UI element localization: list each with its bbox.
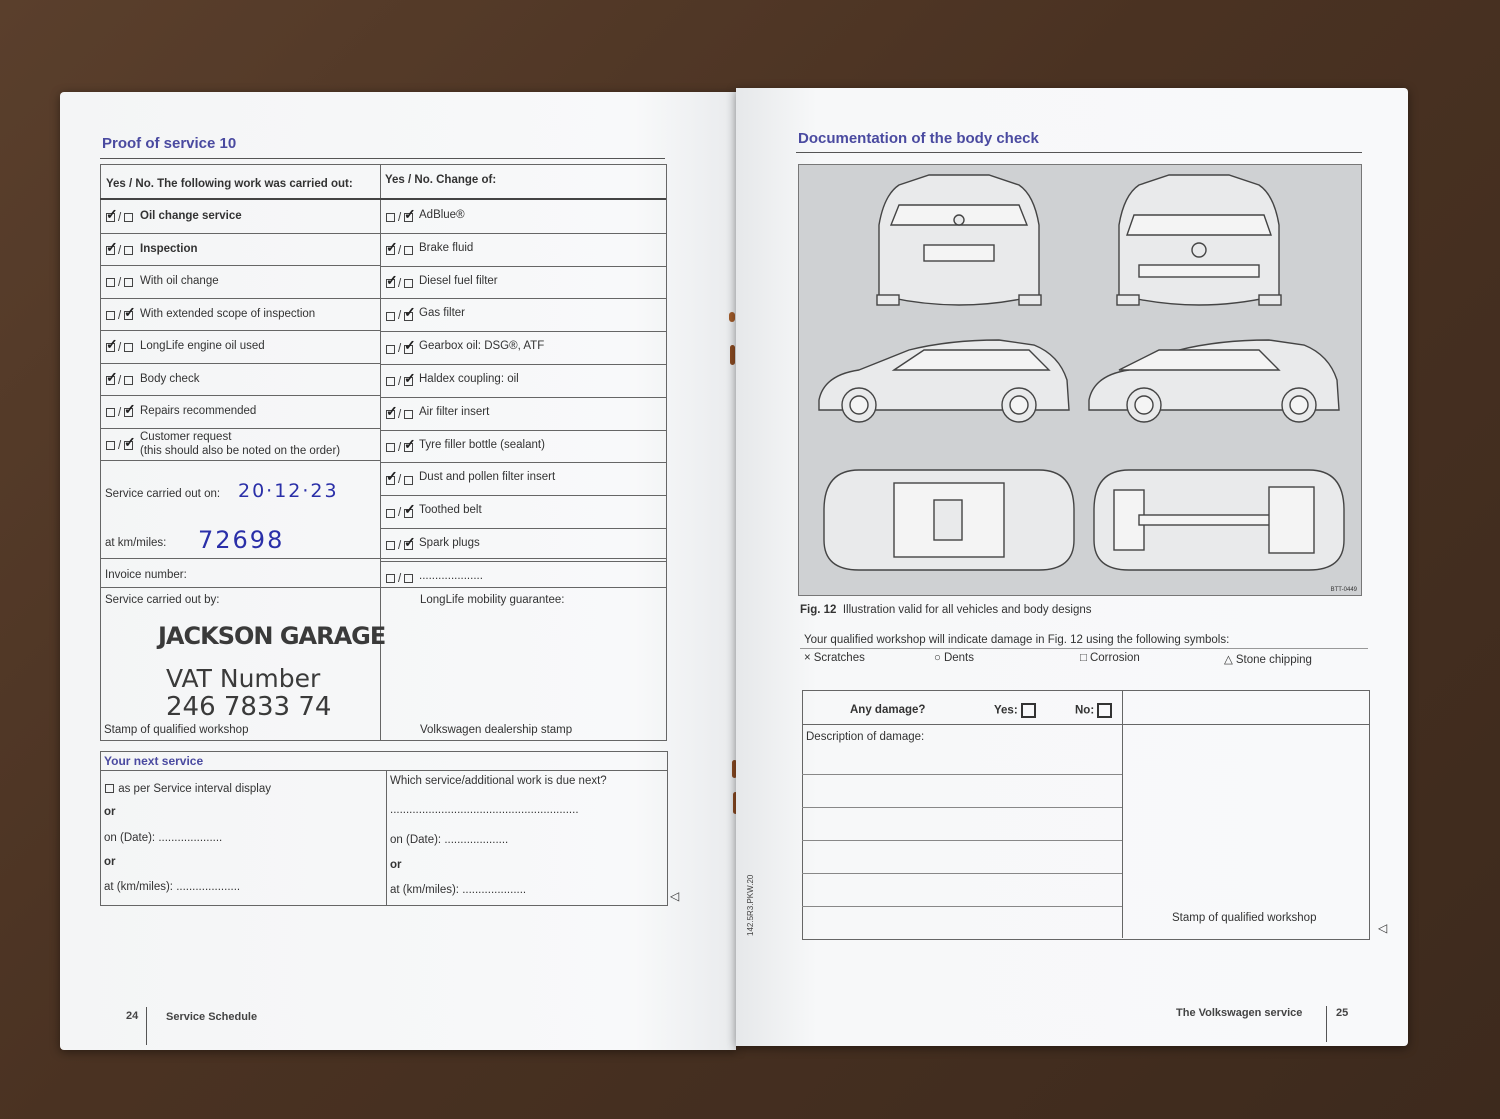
change-item-label: Spark plugs xyxy=(419,537,480,549)
work-item-label: Body check xyxy=(140,372,200,385)
mobility-label: LongLife mobility guarantee: xyxy=(420,594,565,606)
no-checkbox[interactable] xyxy=(404,279,413,288)
work-item-label: With oil change xyxy=(140,275,219,287)
row-line xyxy=(100,460,381,461)
row-line xyxy=(381,462,666,463)
work-item-label: Repairs recommended xyxy=(140,405,257,417)
row-line xyxy=(100,587,666,588)
yes-no-separator: / xyxy=(398,507,402,520)
change-item-label: Diesel fuel filter xyxy=(419,274,498,287)
damage-divider xyxy=(1122,690,1123,938)
description-line xyxy=(802,873,1122,874)
symbol-label: Dents xyxy=(943,652,974,664)
yes-no-separator: / xyxy=(398,212,402,224)
yes-checkbox[interactable] xyxy=(386,443,395,452)
handwritten-check-icon: ✓ xyxy=(404,370,416,386)
right-page xyxy=(736,88,1408,1046)
stamp-garage-name: JACKSON GARAGE xyxy=(158,622,386,650)
yes-checkbox[interactable] xyxy=(106,311,115,320)
description-line xyxy=(802,774,1122,775)
yes-no-separator: / xyxy=(398,474,402,487)
no-checkbox[interactable] xyxy=(404,246,413,255)
car-illustration xyxy=(798,164,1362,596)
change-item-label: Gas filter xyxy=(419,307,466,320)
no-checkbox[interactable] xyxy=(1097,703,1112,718)
description-line xyxy=(802,840,1122,841)
footer-divider xyxy=(1326,1006,1327,1042)
next-right-1: on (Date): .................... xyxy=(390,834,509,846)
change-item-label: Dust and pollen filter insert xyxy=(419,471,556,484)
change-item-label: AdBlue® xyxy=(419,209,465,221)
yes-no-separator: / xyxy=(398,540,402,552)
handwritten-check-icon: ✓ xyxy=(404,435,416,452)
symbol-item xyxy=(804,652,865,664)
table-divider xyxy=(380,164,381,740)
row-line xyxy=(100,428,381,429)
handwritten-check-icon: ✓ xyxy=(404,206,416,222)
yes-checkbox[interactable] xyxy=(386,213,395,222)
yes-checkbox[interactable] xyxy=(386,574,395,583)
car-outlines-icon xyxy=(799,165,1361,595)
no-checkbox[interactable] xyxy=(124,376,133,385)
fig-caption: Illustration valid for all vehicles and body designs xyxy=(842,604,1092,616)
yes-no-separator: / xyxy=(398,244,402,257)
handwritten-check-icon: ✓ xyxy=(124,401,136,417)
km-value: 72698 xyxy=(198,526,285,554)
yes-no-separator: / xyxy=(398,376,402,388)
header-change-of: Yes / No. Change of: xyxy=(385,174,497,186)
yes-checkbox[interactable] xyxy=(106,408,115,417)
page-number: 24 xyxy=(126,1010,139,1022)
yes-no-separator: / xyxy=(118,309,122,322)
symbol-label: Stone chipping xyxy=(1235,654,1312,666)
damage-header-rule xyxy=(802,724,1369,725)
yes-no-separator: / xyxy=(118,407,122,419)
stamp-vat-number: 246 7833 74 xyxy=(166,692,332,722)
page-number: 25 xyxy=(1336,1007,1349,1019)
checkbox-icon[interactable] xyxy=(105,784,114,793)
damage-table xyxy=(802,690,1370,940)
yes-checkbox[interactable] xyxy=(386,312,395,321)
change-item-label: .................... xyxy=(419,569,483,582)
change-item-label: Gearbox oil: DSG®, ATF xyxy=(419,340,545,353)
handwritten-check-icon: ✓ xyxy=(404,534,416,550)
header-rule xyxy=(100,198,666,200)
left-page xyxy=(60,92,736,1050)
handwritten-check-icon: ✓ xyxy=(124,303,136,320)
handwritten-check-icon: ✓ xyxy=(404,337,416,354)
handwritten-check-icon: ✓ xyxy=(106,336,118,352)
yes-no-separator: / xyxy=(118,277,122,289)
km-label: at km/miles: xyxy=(105,537,167,549)
no-checkbox[interactable] xyxy=(124,343,133,352)
row-line xyxy=(381,397,666,398)
no-checkbox[interactable] xyxy=(124,213,133,222)
continue-arrow-icon: ◁ xyxy=(670,889,680,903)
next-right-0: ........................................................... xyxy=(390,804,579,816)
description-line xyxy=(802,807,1122,808)
next-left-1: or xyxy=(104,806,116,818)
yes-no-separator: / xyxy=(398,310,402,323)
staple-hole xyxy=(729,312,735,322)
invoice-label: Invoice number: xyxy=(105,569,187,581)
next-left-3: or xyxy=(104,856,116,868)
yes-no-separator: / xyxy=(398,441,402,454)
yes-no-separator: / xyxy=(398,572,402,585)
footer-label: The Volkswagen service xyxy=(1176,1007,1303,1019)
stamp-caption: Stamp of qualified workshop xyxy=(1172,912,1317,924)
work-item-label: Customer request xyxy=(140,430,232,443)
row-line xyxy=(381,364,666,365)
service-date-value: 20·12·23 xyxy=(238,480,339,502)
next-service-rule xyxy=(100,770,667,771)
work-item-label: Inspection xyxy=(140,242,198,255)
change-item-label: Toothed belt xyxy=(419,504,482,517)
change-item-label: Brake fluid xyxy=(419,241,474,254)
carried-by-label: Service carried out by: xyxy=(105,594,220,606)
row-line xyxy=(100,395,381,396)
no-checkbox[interactable] xyxy=(404,574,413,583)
staple-hole xyxy=(730,345,735,365)
yes-checkbox[interactable] xyxy=(106,441,115,450)
yes-checkbox[interactable] xyxy=(1021,703,1036,718)
next-left-2: on (Date): .................... xyxy=(104,832,223,844)
scratches-icon: × xyxy=(804,652,811,664)
corrosion-icon: □ xyxy=(1080,652,1087,664)
yes-checkbox[interactable] xyxy=(386,509,395,518)
row-line xyxy=(100,265,381,266)
symbol-item xyxy=(1224,652,1312,666)
change-item-label: Tyre filler bottle (sealant) xyxy=(419,438,545,451)
next-service-title: Your next service xyxy=(104,754,204,768)
yes-no-separator: / xyxy=(398,408,402,421)
yes-no-boxes xyxy=(105,277,134,289)
no-checkbox[interactable] xyxy=(404,410,413,419)
symbols-rule xyxy=(800,648,1368,649)
row-line xyxy=(381,331,666,332)
header-work-done: Yes / No. The following work was carried out: xyxy=(106,178,353,190)
symbol-item xyxy=(1080,652,1140,664)
title-rule xyxy=(100,158,665,159)
image-code: BTT-0449 xyxy=(1330,587,1357,593)
next-left-4: at (km/miles): .................... xyxy=(104,881,241,893)
damage-question: Any damage? xyxy=(850,704,926,716)
yes-no-separator: / xyxy=(118,212,122,224)
yes-label: Yes: xyxy=(994,704,1018,717)
next-service-divider xyxy=(386,770,387,905)
handwritten-check-icon: ✓ xyxy=(124,433,136,450)
indicate-text: Your qualified workshop will indicate damage in Fig. 12 using the following symbols: xyxy=(804,634,1230,646)
no-label: No: xyxy=(1075,704,1095,717)
symbol-item xyxy=(934,652,974,664)
dents-icon: ○ xyxy=(934,652,941,664)
work-item-label: Oil change service xyxy=(140,210,242,222)
handwritten-check-icon: ✓ xyxy=(106,206,118,222)
row-line xyxy=(381,561,666,562)
row-line xyxy=(381,266,666,267)
yes-no-separator: / xyxy=(118,244,122,257)
row-line xyxy=(100,363,381,364)
handwritten-check-icon: ✓ xyxy=(386,238,398,255)
handwritten-check-icon: ✓ xyxy=(386,468,398,485)
row-line xyxy=(381,233,666,234)
yes-no-separator: / xyxy=(118,342,122,354)
description-label: Description of damage: xyxy=(806,731,925,743)
yes-no-separator: / xyxy=(118,374,122,387)
yes-no-separator: / xyxy=(398,277,402,290)
handwritten-check-icon: ✓ xyxy=(386,402,398,419)
stamp-caption: Stamp of qualified workshop xyxy=(104,724,249,736)
change-item-label: Air filter insert xyxy=(419,405,490,418)
row-line xyxy=(100,558,666,559)
symbol-label: Scratches xyxy=(813,652,865,664)
work-item-label: LongLife engine oil used xyxy=(140,340,265,352)
description-line xyxy=(802,906,1122,907)
yes-no-separator: / xyxy=(118,439,122,452)
no-checkbox[interactable] xyxy=(404,476,413,485)
yes-no-boxes xyxy=(385,573,414,585)
fig-label: Fig. 12 xyxy=(800,604,837,616)
change-item-label: Haldex coupling: oil xyxy=(419,373,519,385)
stamp-vat-label: VAT Number xyxy=(166,664,321,693)
yes-checkbox[interactable] xyxy=(106,278,115,287)
row-line xyxy=(100,233,381,234)
work-item-label: With extended scope of inspection xyxy=(140,307,316,320)
footer-label: Service Schedule xyxy=(166,1011,258,1023)
next-right-2: or xyxy=(390,859,402,871)
continue-arrow-icon: ◁ xyxy=(1378,921,1388,935)
row-line xyxy=(381,528,666,529)
yes-checkbox[interactable] xyxy=(386,377,395,386)
row-line xyxy=(381,430,666,431)
no-checkbox[interactable] xyxy=(124,246,133,255)
handwritten-check-icon: ✓ xyxy=(106,368,118,385)
row-line xyxy=(381,495,666,496)
dealer-stamp-label: Volkswagen dealership stamp xyxy=(420,724,573,736)
work-item-note: (this should also be noted on the order) xyxy=(140,444,341,457)
next-left-0: as per Service interval display xyxy=(104,783,271,795)
yes-checkbox[interactable] xyxy=(386,345,395,354)
handwritten-check-icon: ✓ xyxy=(386,271,398,288)
row-line xyxy=(100,330,381,331)
footer-divider xyxy=(146,1007,147,1045)
handwritten-check-icon: ✓ xyxy=(106,238,118,255)
page-title: Proof of service 10 xyxy=(102,135,237,152)
next-right-title: Which service/additional work is due next? xyxy=(390,775,607,787)
handwritten-check-icon: ✓ xyxy=(404,304,416,321)
yes-no-separator: / xyxy=(398,343,402,356)
side-code: 142.5R3.PKW.20 xyxy=(746,874,755,936)
stone-chipping-icon: △ xyxy=(1224,654,1233,666)
title-rule xyxy=(796,152,1362,153)
no-checkbox[interactable] xyxy=(124,278,133,287)
row-line xyxy=(100,298,381,299)
next-right-3: at (km/miles): .................... xyxy=(390,884,527,896)
symbol-label: Corrosion xyxy=(1089,652,1140,664)
yes-checkbox[interactable] xyxy=(386,541,395,550)
service-date-label: Service carried out on: xyxy=(105,488,221,500)
row-line xyxy=(381,298,666,299)
page-title: Documentation of the body check xyxy=(798,130,1039,147)
handwritten-check-icon: ✓ xyxy=(404,501,416,518)
